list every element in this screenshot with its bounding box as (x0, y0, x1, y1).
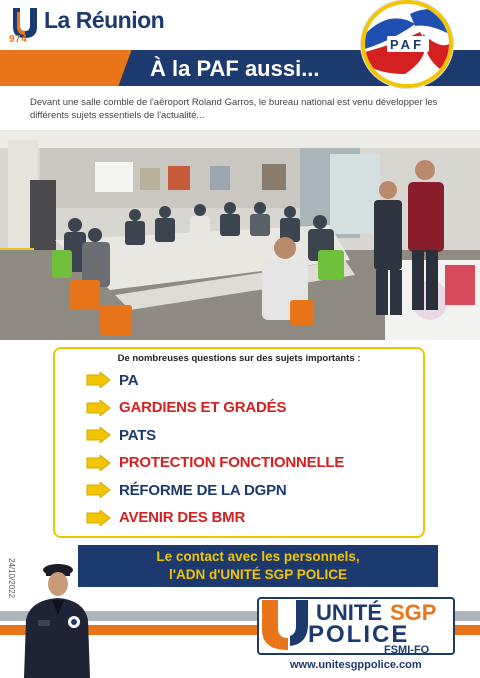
arrow-pointer-icon (85, 482, 111, 498)
topics-heading: De nombreuses questions sur des sujets importants : (117, 353, 361, 364)
arrow-pointer-icon (85, 372, 111, 388)
date-label (4, 558, 16, 618)
contact-band (78, 545, 438, 587)
banner-title: À la PAF aussi... (150, 56, 320, 81)
topic-item (85, 397, 286, 419)
paf-badge-text: PAF (389, 37, 425, 52)
topics-box (53, 347, 425, 538)
logo-word-fsmi: FSMI-FO (384, 644, 430, 656)
arrow-pointer-icon (85, 455, 111, 471)
website-link[interactable]: www.unitesgppolice.com (290, 659, 422, 671)
logo-word-sgp: SGP (390, 600, 437, 625)
intro-text: Devant une salle comble de l'aéroport Roland Garros, le bureau national est venu développer les différents sujets essentiels de l'actualité... (30, 97, 438, 121)
topic-label: RÉFORME DE LA DGPN (119, 481, 287, 499)
topic-item (85, 507, 245, 529)
contact-line-1: Le contact avec les personnels, (156, 549, 360, 564)
arrow-pointer-icon (85, 510, 111, 526)
topic-item (85, 424, 156, 446)
topic-item (85, 479, 287, 501)
topic-label: PA (119, 371, 139, 389)
logo-number: 974 (9, 34, 28, 45)
paf-badge (361, 0, 453, 88)
police-officer-icon (16, 560, 94, 678)
region-title: La Réunion (44, 7, 165, 33)
arrow-pointer-icon (85, 427, 111, 443)
topic-item (85, 369, 138, 391)
date-text: 24/10/2022 (7, 558, 16, 599)
logo-word-police: POLICE (308, 621, 410, 648)
topic-label: PATS (119, 426, 156, 444)
unite-sgp-police-logo (256, 594, 456, 658)
logo-word-unite: UNITÉ (316, 600, 382, 625)
meeting-photo (0, 130, 480, 340)
topic-item (85, 452, 344, 474)
topic-label: AVENIR DES BMR (119, 509, 246, 526)
arrow-pointer-icon (85, 400, 111, 416)
topic-label: GARDIENS ET GRADÉS (119, 399, 287, 416)
topic-label: PROTECTION FONCTIONNELLE (119, 454, 345, 471)
contact-line-2: l'ADN d'UNITÉ SGP POLICE (169, 567, 347, 582)
